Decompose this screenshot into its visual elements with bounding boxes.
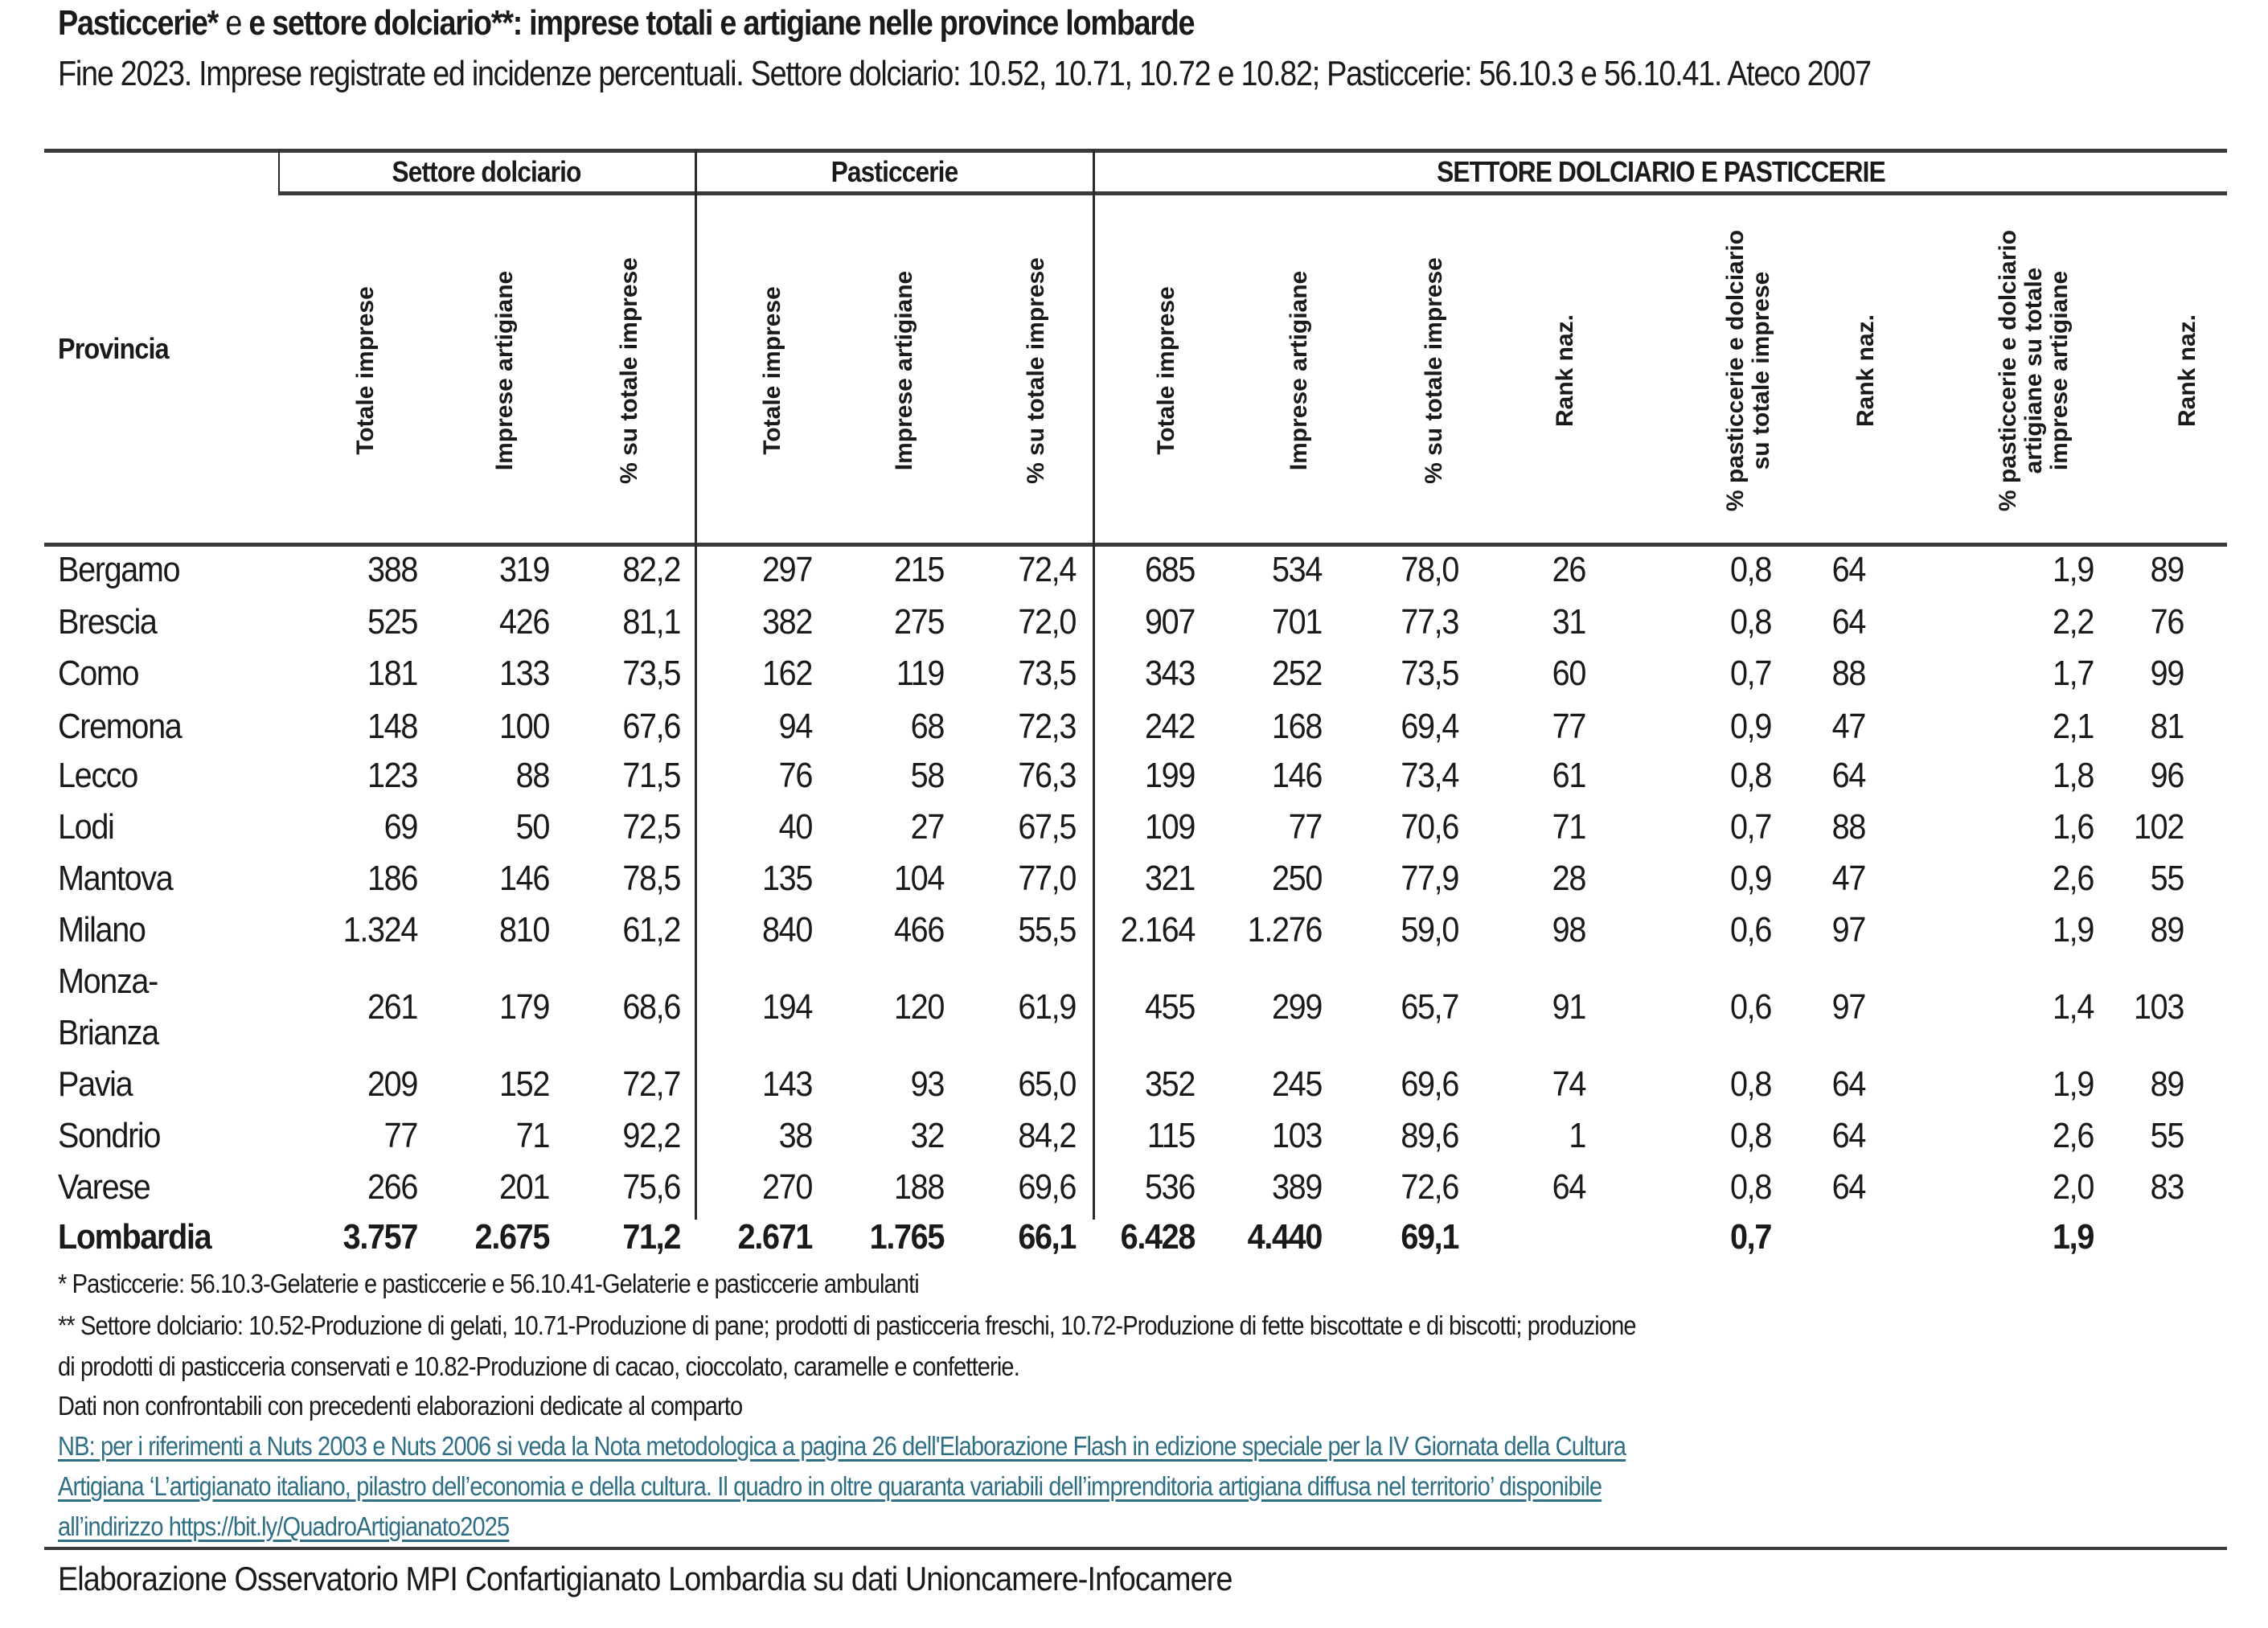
cell: 69 [383,807,417,847]
province-name: Lecco [58,756,137,795]
cell: 0,8 [1729,550,1771,589]
cell: 100 [498,707,549,746]
cell: 266 [367,1167,417,1207]
cell: 72,6 [1401,1167,1458,1207]
cell: 319 [498,550,549,589]
cell: 0,9 [1729,707,1771,746]
cell: 1,7 [2052,654,2094,693]
cell: 0,8 [1729,1064,1771,1104]
cell: 534 [1271,550,1322,589]
cell: 525 [367,602,417,642]
province-name: Monza- [58,962,158,1001]
cell: 261 [367,987,417,1027]
column-header-label: Rank naz. [1552,314,1578,427]
cell: 382 [761,602,812,642]
cell: 78,0 [1401,550,1458,589]
cell: 1.276 [1247,910,1322,949]
column-header [1986,199,2082,541]
cell: 69,1 [1401,1217,1458,1257]
cell: 321 [1144,859,1195,898]
cell: 1,9 [2052,550,2094,589]
cell: 1,8 [2052,756,2094,795]
cell: 352 [1144,1064,1195,1104]
cell: 0,6 [1729,910,1771,949]
column-header-provincia: Provincia [58,332,169,365]
cell: 181 [367,654,417,693]
title-connector: e [218,3,249,43]
nb-link-line-2[interactable]: Artigiana ‘L’artigianato italiano, pilastro dell’economia e della cultura. Il quadro in oltre quaranta variabili dell’imprenditoria artigiana diffusa nel territorio’ disponibile [58,1471,1602,1501]
cell: 77,9 [1401,859,1458,898]
cell: 47 [1831,707,1865,746]
cell: 77 [383,1116,417,1155]
column-header-label: Imprese artigiane [1286,270,1312,470]
column-header-label: % su totale imprese [1421,256,1447,484]
cell: 59,0 [1401,910,1458,949]
cell: 810 [498,910,549,949]
cell: 4.440 [1247,1217,1322,1257]
cell: 89 [2150,910,2184,949]
cell: 69,6 [1018,1167,1076,1207]
column-header-label: Totale imprese [759,285,785,455]
column-header [856,199,953,541]
cell: 275 [893,602,944,642]
cell: 907 [1144,602,1195,642]
column-header-label: Rank naz. [1852,314,1879,427]
cell: 68 [910,707,944,746]
cell: 69,4 [1401,707,1458,746]
cell: 466 [893,910,944,949]
cell: 0,8 [1729,1116,1771,1155]
cell: 31 [1552,602,1585,642]
cell: 77 [1552,707,1585,746]
cell: 209 [367,1064,417,1104]
cell: 71,2 [622,1217,680,1257]
cell: 146 [1271,756,1322,795]
cell: 64 [1831,756,1865,795]
cell: 88 [1831,654,1865,693]
cell: 685 [1144,550,1195,589]
province-name: Brescia [58,602,157,642]
cell: 252 [1271,654,1322,693]
cell: 78,5 [622,859,680,898]
cell: 82,2 [622,550,680,589]
cell: 73,5 [1018,654,1076,693]
column-header-label: % pasticcerie e dolciario artigiane su totale imprese artigiane [1995,229,2073,511]
column-header-label: % su totale imprese [616,256,642,484]
cell: 2,1 [2052,707,2094,746]
cell: 270 [761,1167,812,1207]
cell: 0,7 [1729,1217,1771,1257]
cell: 143 [761,1064,812,1104]
cell: 119 [896,654,944,693]
province-name: Sondrio [58,1116,161,1155]
cell: 0,6 [1729,987,1771,1027]
cell: 50 [515,807,549,847]
cell: 299 [1271,987,1322,1027]
cell: 245 [1271,1064,1322,1104]
cell: 89,6 [1401,1116,1458,1155]
cell: 98 [1552,910,1585,949]
column-header [318,199,414,541]
cell: 92,2 [622,1116,680,1155]
cell: 3.757 [342,1217,417,1257]
column-header [457,199,553,541]
cell: 1,9 [2052,1064,2094,1104]
footnote-comparability: Dati non confrontabili con precedenti elaborazioni dedicate al comparto [58,1391,743,1421]
column-header-label: Imprese artigiane [891,270,917,470]
cell: 701 [1271,602,1322,642]
cell: 103 [1271,1116,1322,1155]
title-rest: e settore dolciario**: imprese totali e artigiane nelle province lombarde [248,3,1195,43]
cell: 60 [1552,654,1585,693]
nb-link-line-3[interactable]: all’indirizzo https://bit.ly/QuadroArtigianato2025 [58,1511,510,1541]
cell: 81,1 [622,602,680,642]
cell: 67,6 [622,707,680,746]
province-name: Como [58,654,139,693]
group-divider-left [278,150,280,192]
cell: 152 [498,1064,549,1104]
cell: 75,6 [622,1167,680,1207]
cell: 61,2 [622,910,680,949]
cell: 1,4 [2052,987,2094,1027]
column-header-label: Totale imprese [1153,285,1179,455]
group-header-combined: SETTORE DOLCIARIO E PASTICCERIE [1437,155,1885,188]
cell: 123 [367,756,417,795]
cell: 38 [778,1116,812,1155]
cell: 840 [761,910,812,949]
cell: 426 [498,602,549,642]
cell: 343 [1144,654,1195,693]
cell: 120 [893,987,944,1027]
cell: 2.164 [1120,910,1195,949]
column-header [988,199,1085,541]
cell: 73,5 [1401,654,1458,693]
cell: 64 [1831,1116,1865,1155]
cell: 6.428 [1120,1217,1195,1257]
cell: 0,7 [1729,654,1771,693]
column-header [1118,199,1215,541]
cell: 61 [1552,756,1585,795]
cell: 81 [2150,707,2184,746]
column-header [1251,199,1347,541]
cell: 242 [1144,707,1195,746]
cell: 74 [1552,1064,1585,1104]
cell: 64 [1831,602,1865,642]
bottom-rule [44,1547,2227,1550]
column-header [581,199,678,541]
cell: 1.324 [342,910,417,949]
cell: 71 [515,1116,549,1155]
table-subtitle: Fine 2023. Imprese registrate ed incidenze percentuali. Settore dolciario: 10.52, 10.71, 10.72 e 10.82; Pasticcerie: 56.10.3 e 56.10.41. Ateco 2007 [58,54,1871,93]
cell: 2,0 [2052,1167,2094,1207]
cell: 91 [1552,987,1585,1027]
cell: 76,3 [1018,756,1076,795]
cell: 162 [761,654,812,693]
cell: 83 [2150,1167,2184,1207]
cell: 115 [1146,1116,1195,1155]
footnote-settore-dolciario-cont: di prodotti di pasticceria conservati e 10.82-Produzione di cacao, cioccolato, caramelle e confetterie. [58,1351,1019,1381]
cell: 199 [1144,756,1195,795]
cell: 179 [498,987,549,1027]
cell: 70,6 [1401,807,1458,847]
cell: 26 [1552,550,1585,589]
cell: 76 [2150,602,2184,642]
cell: 2,2 [2052,602,2094,642]
column-header-label: % su totale imprese [1023,256,1049,484]
province-name: Cremona [58,707,182,746]
cell: 72,7 [622,1064,680,1104]
column-header [1700,199,1797,541]
cell: 297 [761,550,812,589]
cell: 148 [367,707,417,746]
cell: 88 [515,756,549,795]
cell: 2,6 [2052,1116,2094,1155]
cell: 102 [2133,807,2184,847]
cell: 40 [778,807,812,847]
cell: 71 [1552,807,1585,847]
cell: 96 [2150,756,2184,795]
column-header-label: Imprese artigiane [491,270,518,470]
column-header [1386,199,1483,541]
footnote-pasticcerie: * Pasticcerie: 56.10.3-Gelaterie e pasticcerie e 56.10.41-Gelaterie e pasticcerie ambulanti [58,1269,919,1298]
cell: 0,8 [1729,1167,1771,1207]
cell: 0,8 [1729,756,1771,795]
group-underline [278,191,2227,195]
cell: 89 [2150,550,2184,589]
cell: 1,9 [2052,910,2094,949]
cell: 72,3 [1018,707,1076,746]
cell: 94 [778,707,812,746]
header-bottom-rule [44,543,2227,547]
cell: 69,6 [1401,1064,1458,1104]
cell: 61,9 [1018,987,1076,1027]
cell: 28 [1552,859,1585,898]
cell: 67,5 [1018,807,1076,847]
cell: 32 [910,1116,944,1155]
total-name: Lombardia [58,1217,211,1257]
cell: 146 [498,859,549,898]
cell: 133 [498,654,549,693]
cell: 73,4 [1401,756,1458,795]
cell: 97 [1831,987,1865,1027]
column-header [1517,199,1614,541]
cell: 2.675 [474,1217,549,1257]
cell: 104 [893,859,944,898]
cell: 1,9 [2052,1217,2094,1257]
group-header-pasticcerie: Pasticcerie [831,155,958,188]
column-header-label: Rank naz. [2174,314,2200,427]
cell: 215 [893,550,944,589]
cell: 250 [1271,859,1322,898]
cell: 536 [1144,1167,1195,1207]
cell: 168 [1271,707,1322,746]
cell: 389 [1271,1167,1322,1207]
nb-link-line-1[interactable]: NB: per i riferimenti a Nuts 2003 e Nuts 2006 si veda la Nota metodologica a pagina 26 dell'Elaborazione Flash in edizione speciale per la IV Giornata della Cultura [58,1431,1626,1461]
cell: 64 [1831,1167,1865,1207]
cell: 1,6 [2052,807,2094,847]
cell: 55 [2150,1116,2184,1155]
cell: 66,1 [1018,1217,1076,1257]
cell: 72,0 [1018,602,1076,642]
cell: 58 [910,756,944,795]
cell: 109 [1144,807,1195,847]
cell: 72,4 [1018,550,1076,589]
cell: 64 [1552,1167,1585,1207]
cell: 201 [498,1167,549,1207]
cell: 84,2 [1018,1116,1076,1155]
table-title [58,3,1194,43]
province-name: Varese [58,1167,150,1207]
cell: 64 [1831,1064,1865,1104]
province-name: Milano [58,910,146,949]
group-header-settore-dolciario: Settore dolciario [392,155,581,188]
cell: 455 [1144,987,1195,1027]
cell: 73,5 [622,654,680,693]
cell: 76 [778,756,812,795]
cell: 0,9 [1729,859,1771,898]
cell: 186 [367,859,417,898]
province-name: Brianza [58,1013,158,1052]
footnote-settore-dolciario: ** Settore dolciario: 10.52-Produzione di gelati, 10.71-Produzione di pane; prodotti di pasticceria freschi, 10.72-Produzione di fette biscottate e di biscotti; produzione [58,1310,1636,1340]
column-header-label: % pasticcerie e dolciario su totale imprese [1722,229,1774,511]
cell: 77 [1288,807,1322,847]
cell: 1 [1569,1116,1585,1155]
province-name: Pavia [58,1064,133,1104]
cell: 65,7 [1401,987,1458,1027]
source-credit: Elaborazione Osservatorio MPI Confartigianato Lombardia su dati Unioncamere-Infocamere [58,1560,1232,1597]
province-name: Mantova [58,859,173,898]
cell: 89 [2150,1064,2184,1104]
column-header-label: Totale imprese [352,285,379,455]
column-header [1818,199,1914,541]
cell: 27 [910,807,944,847]
province-name: Bergamo [58,550,180,589]
cell: 2.671 [737,1217,812,1257]
cell: 47 [1831,859,1865,898]
cell: 71,5 [622,756,680,795]
cell: 77,3 [1401,602,1458,642]
top-rule [44,149,2227,153]
cell: 388 [367,550,417,589]
cell: 135 [761,859,812,898]
cell: 188 [893,1167,944,1207]
column-header [2139,199,2236,541]
cell: 1.765 [869,1217,944,1257]
cell: 2,6 [2052,859,2094,898]
title-main: Pasticcerie* [58,3,219,43]
cell: 88 [1831,807,1865,847]
cell: 0,8 [1729,602,1771,642]
cell: 93 [910,1064,944,1104]
cell: 99 [2150,654,2184,693]
cell: 77,0 [1018,859,1076,898]
cell: 68,6 [622,987,680,1027]
column-header [724,199,821,541]
cell: 55,5 [1018,910,1076,949]
cell: 0,7 [1729,807,1771,847]
cell: 72,5 [622,807,680,847]
cell: 55 [2150,859,2184,898]
cell: 194 [761,987,812,1027]
province-name: Lodi [58,807,114,847]
cell: 65,0 [1018,1064,1076,1104]
cell: 103 [2133,987,2184,1027]
cell: 64 [1831,550,1865,589]
cell: 97 [1831,910,1865,949]
